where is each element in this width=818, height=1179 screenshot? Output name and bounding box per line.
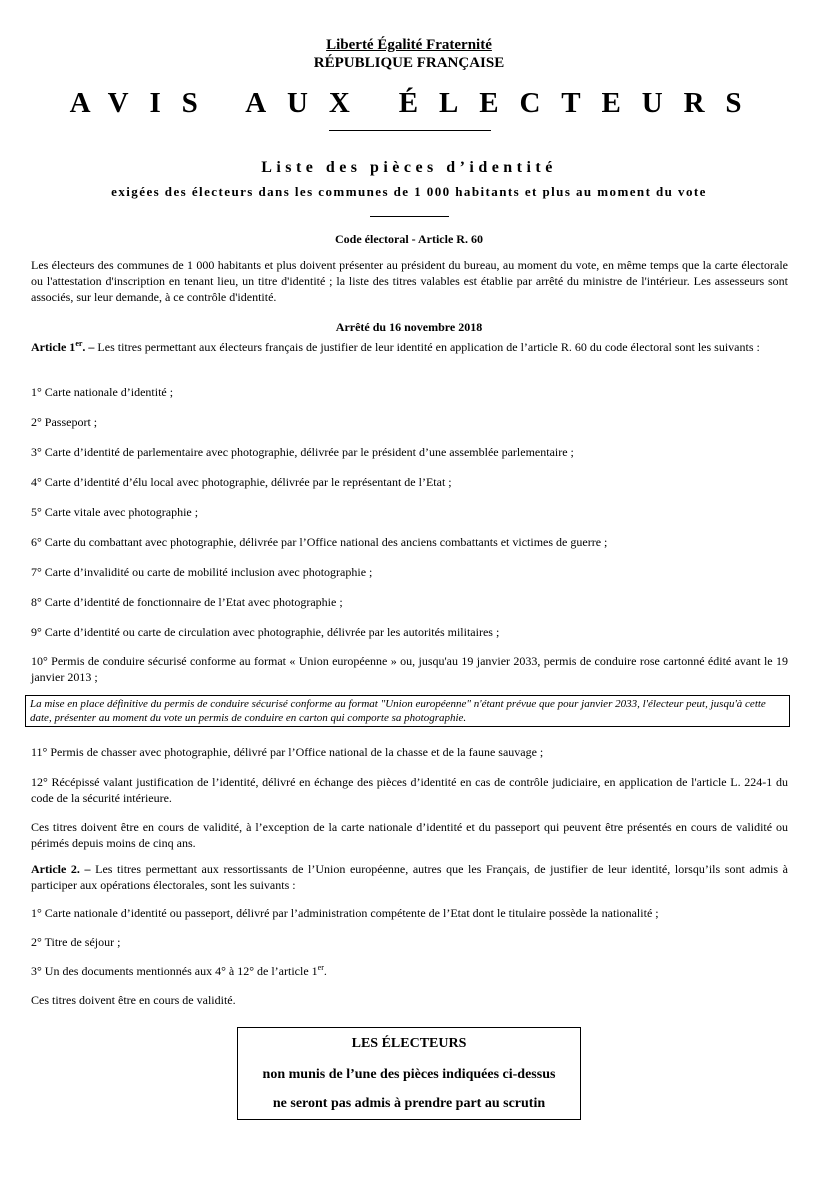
article1-paragraph bbox=[31, 339, 788, 355]
code-heading: Code électoral - Article R. 60 bbox=[335, 232, 483, 246]
list-item: 2° Titre de séjour ; bbox=[31, 935, 121, 949]
republic-title: RÉPUBLIQUE FRANÇAISE bbox=[313, 55, 505, 71]
article1-text: Les titres permettant aux électeurs français de justifier de leur identité en application de l’article R. 60 du code électoral sont les suivants : bbox=[94, 340, 760, 354]
list-item: 9° Carte d’identité ou carte de circulation avec photographie, délivrée par les autorités militaires ; bbox=[31, 625, 500, 639]
title-divider bbox=[329, 130, 491, 131]
list-item: 3° Carte d’identité de parlementaire avec photographie, délivrée par le président d’une assemblée parlementaire ; bbox=[31, 445, 574, 459]
list-item: 3° Un des documents mentionnés aux 4° à 12° de l’article 1er. bbox=[31, 963, 327, 978]
list-item: 8° Carte d’identité de fonctionnaire de l’Etat avec photographie ; bbox=[31, 595, 343, 609]
list-item: 12° Récépissé valant justification de l’identité, délivré en échange des pièces d’identité en cas de contrôle judiciaire, en application de l'article L. 224-1 du code de la sécurité intérieure. bbox=[31, 775, 788, 805]
article2-paragraph bbox=[31, 861, 788, 893]
article2-text: Les titres permettant aux ressortissants de l’Union européenne, autres que les Français, de justifier de leur identité, lorsqu’ils sont admis à participer aux opérations électorales, sont les suivants : bbox=[31, 862, 788, 892]
warning-line-2: non munis de l’une des pièces indiquées ci-dessus bbox=[262, 1067, 556, 1082]
list-item: 2° Passeport ; bbox=[31, 415, 98, 429]
arrete-heading: Arrêté du 16 novembre 2018 bbox=[335, 320, 483, 334]
subtitle: Liste des pièces d’identité bbox=[261, 159, 557, 176]
list-item: 1° Carte nationale d’identité ou passeport, délivré par l’administration compétente de l’Etat dont le titulaire possède la nationalité ; bbox=[31, 906, 659, 920]
code-text: Les électeurs des communes de 1 000 habitants et plus doivent présenter au président du bureau, au moment du vote, en même temps que la carte électorale ou l'attestation d'inscription en tenant lieu, un titre d'identité ; la liste des titres valables est établie par arrêté du ministre de l'intérieur. Les assesseurs sont associés, sur leur demande, à ce contrôle d'identité. bbox=[31, 258, 788, 304]
list-item: 7° Carte d’invalidité ou carte de mobilité inclusion avec photographie ; bbox=[31, 565, 373, 579]
article2-label: Article 2. – bbox=[31, 862, 91, 876]
list-item: 10° Permis de conduire sécurisé conforme au format « Union européenne » ou, jusqu'au 19 janvier 2033, permis de conduire rose cartonné édité avant le 19 janvier 2013 ; bbox=[31, 654, 788, 684]
subline: exigées des électeurs dans les communes de 1 000 habitants et plus au moment du vote bbox=[111, 184, 707, 199]
list-item: 11° Permis de chasser avec photographie, délivré par l’Office national de la chasse et de la faune sauvage ; bbox=[31, 745, 544, 759]
subtitle-divider bbox=[370, 216, 449, 217]
warning-box bbox=[237, 1027, 581, 1120]
list-item: 1° Carte nationale d’identité ; bbox=[31, 385, 174, 399]
warning-line-3: ne seront pas admis à prendre part au scrutin bbox=[272, 1096, 546, 1111]
list-item: 5° Carte vitale avec photographie ; bbox=[31, 505, 199, 519]
list-item: 4° Carte d’identité d’élu local avec photographie, délivrée par le représentant de l’Etat ; bbox=[31, 475, 452, 489]
warning-line-1: LES ÉLECTEURS bbox=[351, 1036, 467, 1051]
motto: Liberté Égalité Fraternité bbox=[326, 37, 492, 53]
article1-label: Article 1er. – bbox=[31, 339, 95, 354]
list-item: 6° Carte du combattant avec photographie, délivrée par l’Office national des anciens combattants et victimes de guerre ; bbox=[31, 535, 608, 549]
validity-paragraph-2: Ces titres doivent être en cours de validité. bbox=[31, 993, 236, 1007]
validity-paragraph: Ces titres doivent être en cours de validité, à l’exception de la carte nationale d’identité et du passeport qui peuvent être présentés en cours de validité ou périmés depuis moins de cinq ans. bbox=[31, 820, 788, 850]
page-title: AVIS AUX ÉLECTEURS bbox=[69, 87, 763, 119]
license-note: La mise en place définitive du permis de conduire sécurisé conforme au format "Union européenne" n'étant prévue que pour janvier 2033, l'électeur peut, jusqu'à cette date, présenter au moment du vote un permis de conduire en carton qui comporte sa photographie. bbox=[25, 695, 790, 727]
